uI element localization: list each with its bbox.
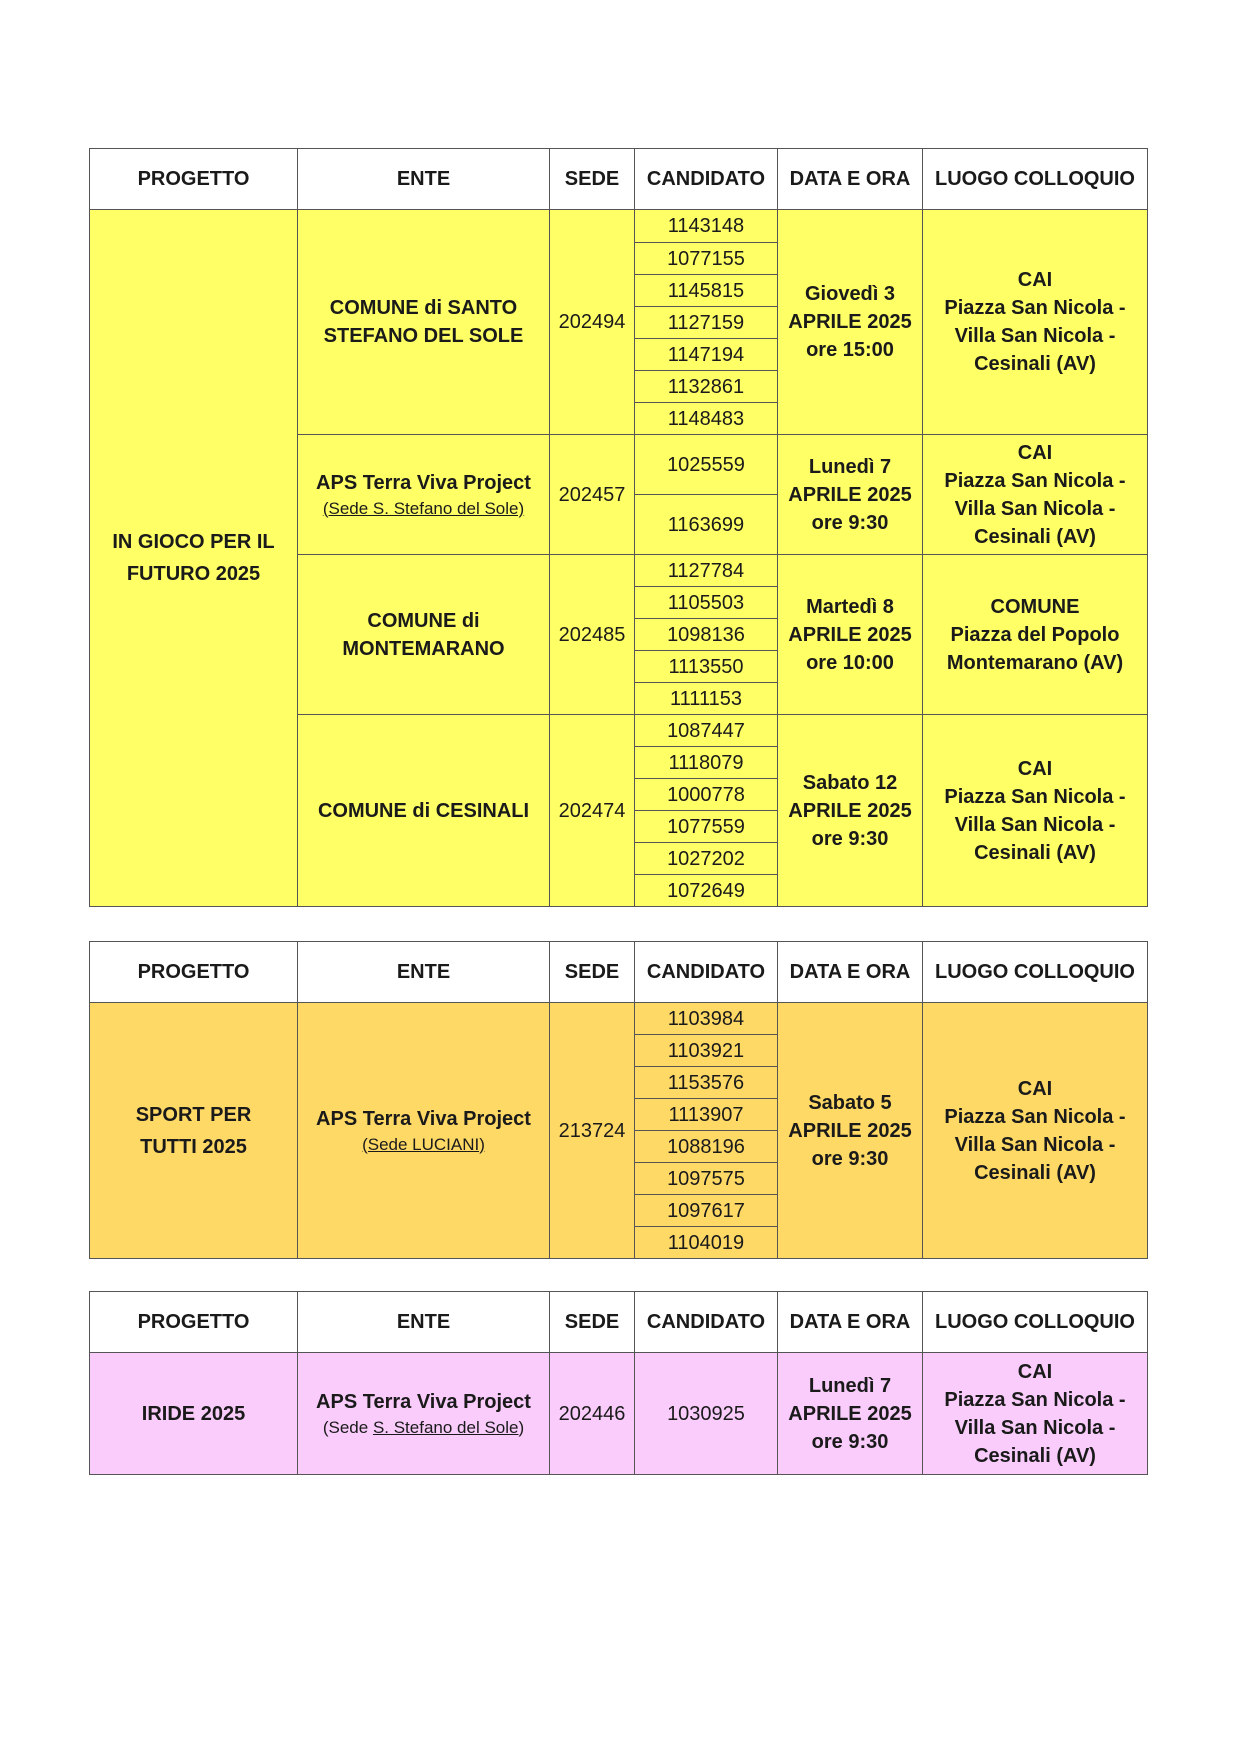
progetto-cell [90,1353,298,1475]
luogo-line: CAI [1017,1360,1053,1383]
data-month: APRILE 2025 [788,623,912,646]
candidato-cell: 1103984 [635,1003,778,1035]
ente-cell [298,435,550,555]
candidato-cell: 1143148 [635,210,778,243]
header-row [90,942,1148,1003]
ente-sede-note: (Sede LUCIANI) [362,1134,485,1154]
luogo-cell [923,1353,1148,1475]
luogo-cell [923,210,1148,435]
candidato-cell: 1097575 [635,1163,778,1195]
progetto-name: SPORT PER TUTTI 2025 [135,1103,252,1158]
candidato-cell: 1148483 [635,403,778,435]
header-row [90,1292,1148,1353]
ente-sede-note [298,1416,549,1440]
data-time: ore 9:30 [811,511,889,534]
luogo-line: Villa San Nicola - [954,1416,1116,1439]
header-sede: SEDE [550,942,635,1003]
luogo-line: CAI [1017,757,1053,780]
candidato-cell: 1113907 [635,1099,778,1131]
ente-cell [298,555,550,715]
progetto-name: IN GIOCO PER IL FUTURO 2025 [112,531,275,585]
luogo-line: Villa San Nicola - [954,497,1116,520]
candidato-cell: 1072649 [635,875,778,907]
luogo-line: Montemarano (AV) [946,651,1124,674]
data-time: ore 10:00 [806,651,894,674]
table-row [90,210,1148,243]
ente-name: COMUNE di SANTO STEFANO DEL SOLE [323,297,524,347]
candidato-cell: 1077155 [635,243,778,275]
luogo-line: Cesinali (AV) [974,841,1096,864]
header-data-ora: DATA E ORA [778,1292,923,1353]
data-month: APRILE 2025 [788,311,912,333]
header-progetto: PROGETTO [90,1292,298,1353]
ente-sede-prefix: (Sede [322,1417,373,1437]
header-ente: ENTE [298,149,550,210]
header-ente: ENTE [298,942,550,1003]
ente-cell [298,1003,550,1259]
candidato-cell: 1027202 [635,843,778,875]
data-day: Martedì 8 [806,595,894,618]
header-data-ora: DATA E ORA [778,149,923,210]
candidato-cell: 1147194 [635,339,778,371]
table-row [90,1003,1148,1035]
ente-name: APS Terra Viva Project [316,1390,531,1413]
schedule-table-2 [89,941,1148,1259]
data-day: Sabato 12 [802,771,898,794]
luogo-line: Piazza del Popolo [950,623,1120,646]
sede-cell: 213724 [550,1003,635,1259]
luogo-cell [923,715,1148,907]
luogo-line: Villa San Nicola - [954,1133,1116,1156]
progetto-name: IRIDE 2025 [141,1402,246,1425]
header-progetto: PROGETTO [90,942,298,1003]
header-candidato: CANDIDATO [635,942,778,1003]
candidato-cell: 1127159 [635,307,778,339]
candidato-cell: 1132861 [635,371,778,403]
candidato-cell: 1113550 [635,651,778,683]
header-ente: ENTE [298,1292,550,1353]
data-time: ore 9:30 [811,1147,889,1170]
candidato-cell: 1025559 [635,435,778,495]
header-candidato: CANDIDATO [635,149,778,210]
candidato-cell: 1087447 [635,715,778,747]
candidato-cell: 1098136 [635,619,778,651]
luogo-line: Cesinali (AV) [974,1444,1096,1467]
sede-cell: 202485 [550,555,635,715]
data-ora-cell [778,555,923,715]
header-sede: SEDE [550,149,635,210]
candidato-cell: 1118079 [635,747,778,779]
header-sede: SEDE [550,1292,635,1353]
table-row [90,1353,1148,1475]
luogo-line: CAI [1017,1077,1053,1100]
ente-cell [298,210,550,435]
candidato-cell: 1000778 [635,779,778,811]
luogo-line: Piazza San Nicola - [944,297,1126,319]
luogo-line: Cesinali (AV) [974,1161,1096,1184]
candidato-cell: 1111153 [635,683,778,715]
candidato-cell: 1163699 [635,495,778,555]
sede-cell: 202494 [550,210,635,435]
data-day: Lunedì 7 [808,1374,892,1397]
ente-name: COMUNE di MONTEMARANO [342,609,505,660]
data-ora-cell [778,715,923,907]
ente-sede-suffix: ) [518,1417,525,1437]
data-time: ore 9:30 [811,1430,889,1453]
data-time: ore 15:00 [806,339,894,361]
header-data-ora: DATA E ORA [778,942,923,1003]
luogo-line: Cesinali (AV) [974,525,1096,548]
data-time: ore 9:30 [811,827,889,850]
luogo-line: Piazza San Nicola - [944,469,1126,492]
luogo-cell [923,555,1148,715]
data-ora-cell [778,1353,923,1475]
ente-name: COMUNE di CESINALI [317,799,530,822]
candidato-cell: 1097617 [635,1195,778,1227]
candidato-cell: 1030925 [635,1353,778,1475]
candidato-cell: 1104019 [635,1227,778,1259]
ente-sede-place: S. Stefano del Sole [372,1417,519,1437]
data-month: APRILE 2025 [788,483,912,506]
luogo-line: CAI [1017,269,1053,291]
header-luogo: LUOGO COLLOQUIO [923,1292,1148,1353]
header-row [90,149,1148,210]
luogo-cell [923,435,1148,555]
ente-cell [298,715,550,907]
schedule-table-3 [89,1291,1148,1475]
luogo-line: CAI [1017,441,1053,464]
ente-sede-note: (Sede S. Stefano del Sole) [322,498,525,518]
ente-cell [298,1353,550,1475]
progetto-cell [90,1003,298,1259]
header-luogo: LUOGO COLLOQUIO [923,942,1148,1003]
luogo-line: Piazza San Nicola - [944,785,1126,808]
header-luogo: LUOGO COLLOQUIO [923,149,1148,210]
candidato-cell: 1088196 [635,1131,778,1163]
sede-cell: 202457 [550,435,635,555]
schedule-table-1 [89,148,1148,907]
header-progetto: PROGETTO [90,149,298,210]
data-ora-cell [778,435,923,555]
candidato-cell: 1153576 [635,1067,778,1099]
luogo-line: Villa San Nicola - [954,813,1116,836]
luogo-line: Piazza San Nicola - [944,1388,1126,1411]
sede-cell: 202446 [550,1353,635,1475]
luogo-cell [923,1003,1148,1259]
candidato-cell: 1103921 [635,1035,778,1067]
data-day: Sabato 5 [808,1091,892,1114]
data-month: APRILE 2025 [788,1402,912,1425]
data-month: APRILE 2025 [788,1119,912,1142]
ente-name: APS Terra Viva Project [316,1107,531,1130]
data-ora-cell [778,1003,923,1259]
luogo-line: Piazza San Nicola - [944,1105,1126,1128]
luogo-line: COMUNE [990,595,1080,618]
ente-name: APS Terra Viva Project [316,471,531,494]
data-day: Giovedì 3 [804,283,896,305]
progetto-cell [90,210,298,907]
data-month: APRILE 2025 [788,799,912,822]
candidato-cell: 1105503 [635,587,778,619]
sede-cell: 202474 [550,715,635,907]
luogo-line: Villa San Nicola - [954,325,1116,347]
header-candidato: CANDIDATO [635,1292,778,1353]
luogo-line: Cesinali (AV) [974,353,1096,375]
candidato-cell: 1077559 [635,811,778,843]
candidato-cell: 1127784 [635,555,778,587]
data-day: Lunedì 7 [808,455,892,478]
data-ora-cell [778,210,923,435]
candidato-cell: 1145815 [635,275,778,307]
